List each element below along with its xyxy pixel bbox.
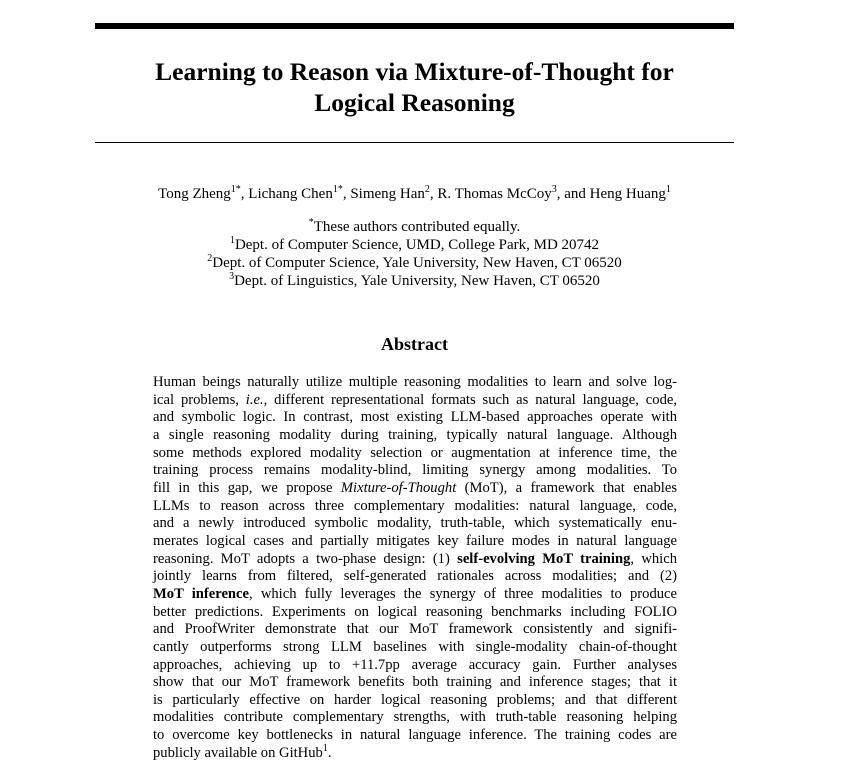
author-separator: , xyxy=(342,186,351,202)
abstract-text: a single reasoning modality during training, typically natural language. Although xyxy=(153,426,677,443)
abstract-line xyxy=(153,374,677,392)
abstract-text: , which xyxy=(630,550,678,567)
abstract-text: jointly learns from filtered, self-generated rationales across modalities; and (2) xyxy=(153,568,677,585)
paper-title xyxy=(95,56,734,118)
author-list xyxy=(95,184,734,204)
author-name: R. Thomas McCoy xyxy=(437,186,552,202)
abstract-line xyxy=(153,586,677,604)
affiliation-mark: * xyxy=(308,217,314,228)
abstract-italic-term: Mixture-of-Thought xyxy=(340,479,457,496)
abstract-line xyxy=(153,551,677,569)
abstract-line xyxy=(153,621,677,639)
author-affil-mark: 1* xyxy=(332,184,343,195)
abstract-line xyxy=(153,742,677,763)
affiliation-mark: 2 xyxy=(207,253,213,264)
abstract-line xyxy=(153,639,677,657)
author-affil-mark: 1* xyxy=(230,184,241,195)
abstract-text: training process remains modality-blind, limiting synergy among modalities. To xyxy=(153,462,677,479)
title-line-2: Logical Reasoning xyxy=(314,88,515,117)
abstract-line xyxy=(153,445,677,463)
footnote-mark: 1 xyxy=(322,742,328,754)
abstract-text: cantly outperforms strong LLM baselines with single-modality chain-of-thought xyxy=(153,638,677,655)
abstract-line xyxy=(153,727,677,745)
abstract-text: (MoT), a framework that enables xyxy=(456,479,678,496)
affiliation-line xyxy=(95,272,734,290)
abstract-text: publicly available on GitHub xyxy=(153,744,323,761)
abstract-line xyxy=(153,498,677,516)
title-bottom-rule xyxy=(95,142,734,143)
author-affil-mark: 2 xyxy=(424,184,430,195)
abstract-text: . xyxy=(327,744,332,761)
abstract-line xyxy=(153,409,677,427)
abstract-line xyxy=(153,515,677,533)
abstract-text: is particularly effective on harder logical reasoning problems; and that different xyxy=(153,691,677,708)
author-separator: , xyxy=(240,186,249,202)
abstract-line xyxy=(153,462,677,480)
abstract-line xyxy=(153,709,677,727)
abstract-line xyxy=(153,533,677,551)
abstract-text: , different representational formats such as natural language, code, xyxy=(263,391,678,408)
abstract-text: better predictions. Experiments on logical reasoning benchmarks including FOLIO xyxy=(153,603,677,620)
abstract-line xyxy=(153,480,677,498)
abstract-text: LLMs to reason across three complementary modalities: natural language, code, xyxy=(153,497,677,514)
abstract-text: , which fully leverages the synergy of three modalities to produce xyxy=(249,585,677,602)
abstract-line xyxy=(153,568,677,586)
author-name: Simeng Han xyxy=(350,186,425,202)
author-name: Tong Zheng xyxy=(158,186,231,202)
abstract-italic-term: i.e. xyxy=(245,391,264,408)
abstract-line xyxy=(153,692,677,710)
abstract-line xyxy=(153,657,677,675)
abstract-bold-term: MoT inference xyxy=(153,585,249,602)
abstract-body xyxy=(153,374,677,762)
abstract-text: to overcome key bottlenecks in natural language inference. The training codes are xyxy=(153,727,677,744)
affiliation-line xyxy=(95,218,734,236)
abstract-text: modalities contribute complementary strengths, with truth-table reasoning helping xyxy=(153,709,677,726)
abstract-text: and a newly introduced symbolic modality, truth-table, which systematically enu- xyxy=(153,515,677,532)
affiliation-text: Dept. of Computer Science, UMD, College Park, MD 20742 xyxy=(234,237,600,253)
abstract-text: show that our MoT framework benefits both training and inference stages; that it xyxy=(153,674,677,691)
author-affil-mark: 1 xyxy=(665,184,671,195)
author-separator: , and xyxy=(556,186,590,202)
author-name: Heng Huang xyxy=(589,186,666,202)
abstract-text: some methods explored modality selection or augmentation at inference time, the xyxy=(153,444,677,461)
abstract-text: reasoning. MoT adopts a two-phase design: (1) xyxy=(153,550,458,567)
author-name: Lichang Chen xyxy=(248,186,333,202)
author-affil-mark: 3 xyxy=(551,184,557,195)
abstract-line xyxy=(153,674,677,692)
abstract-text: ical problems, xyxy=(153,391,246,408)
abstract-line xyxy=(153,604,677,622)
abstract-bold-term: self-evolving MoT training xyxy=(457,550,631,567)
affiliation-line xyxy=(95,236,734,254)
title-line-1: Learning to Reason via Mixture-of-Thought for xyxy=(155,57,674,86)
abstract-text: and symbolic logic. In contrast, most existing LLM-based approaches operate with xyxy=(153,409,677,426)
affiliation-mark: 1 xyxy=(229,235,235,246)
affiliation-text: These authors contributed equally. xyxy=(313,219,521,235)
abstract-line xyxy=(153,392,677,410)
abstract-text: Human beings naturally utilize multiple reasoning modalities to learn and solve log- xyxy=(153,374,677,390)
abstract-text: approaches, achieving up to +11.7pp average accuracy gain. Further analyses xyxy=(153,656,677,673)
abstract-text: merates logical cases and partially mitigates key failure modes in natural language xyxy=(153,532,677,549)
affiliation-text: Dept. of Computer Science, Yale University, New Haven, CT 06520 xyxy=(212,255,622,271)
affiliations xyxy=(95,218,734,290)
abstract-text: and ProofWriter demonstrate that our MoT framework consistently and signifi- xyxy=(153,621,677,638)
top-rule xyxy=(95,23,734,29)
affiliation-text: Dept. of Linguistics, Yale University, New Haven, CT 06520 xyxy=(234,273,600,289)
abstract-line xyxy=(153,427,677,445)
abstract-heading: Abstract xyxy=(381,334,448,354)
abstract-text: fill in this gap, we propose xyxy=(153,479,341,496)
affiliation-mark: 3 xyxy=(229,271,235,282)
affiliation-line xyxy=(95,254,734,272)
author-separator: , xyxy=(429,186,438,202)
